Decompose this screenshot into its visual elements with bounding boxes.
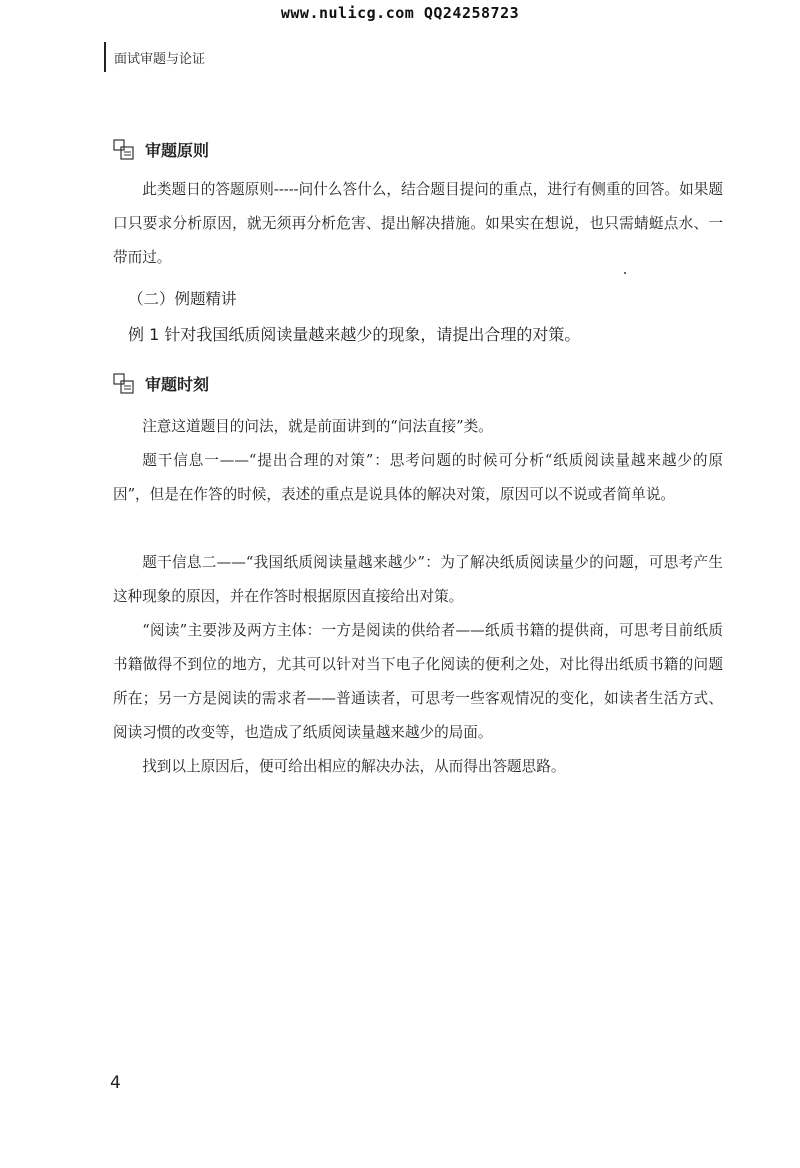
example-question: 例 1 针对我国纸质阅读量越来越少的现象，请提出合理的对策。	[128, 325, 581, 344]
scan-speck	[624, 272, 626, 274]
running-head	[104, 42, 205, 72]
analysis-paragraph: 找到以上原因后，便可给出相应的解决办法，从而得出答题思路。	[142, 758, 566, 775]
running-head-rule	[104, 42, 106, 72]
analysis-paragraph: 题干信息一——“提出合理的对策”：思考问题的时候可分析“纸质阅读量越来越少的原因”，但是在作答的时候，表述的重点是说具体的解决对策，原因可以不说或者简单说。	[113, 452, 723, 503]
analysis-paragraph: 题干信息二——“我国纸质阅读量越来越少”：为了解决纸质阅读量少的问题，可思考产生这种现象的原因，并在作答时根据原因直接给出对策。	[113, 554, 723, 605]
page-number: 4	[110, 1073, 121, 1093]
doc-marker-icon	[113, 139, 135, 161]
principle-paragraph: 此类题日的答题原则-----问什么答什么，结合题目提问的重点，进行有侧重的回答。如果题口只要求分析原因，就无须再分析危害、提出解决措施。如果实在想说，也只需蜻蜓点水、一带而过。	[113, 181, 723, 266]
subsection-heading: （二）例题精讲	[128, 290, 237, 308]
section-title: 审题时刻	[145, 375, 210, 394]
analysis-paragraph: “阅读”主要涉及两方主体：一方是阅读的供给者——纸质书籍的提供商，可思考目前纸质书籍做得不到位的地方，尤其可以针对当下电子化阅读的便利之处，对比得出纸质书籍的问题所在；另一方是阅读的需求者——普通读者，可思考一些客观情况的变化，如读者生活方式、阅读习惯的改变等，也造成了纸质阅读量越来越少的局面。	[113, 622, 723, 741]
section-heading-analysis	[113, 372, 209, 395]
analysis-paragraph: 注意这道题目的问法，就是前面讲到的“问法直接”类。	[142, 418, 493, 435]
section-heading-principle	[113, 138, 209, 161]
watermark: www.nulicg.com QQ24258723	[280, 4, 520, 22]
section-title: 审题原则	[145, 141, 210, 160]
doc-marker-icon	[113, 373, 135, 395]
running-head-title: 面试审题与论证	[114, 51, 206, 67]
